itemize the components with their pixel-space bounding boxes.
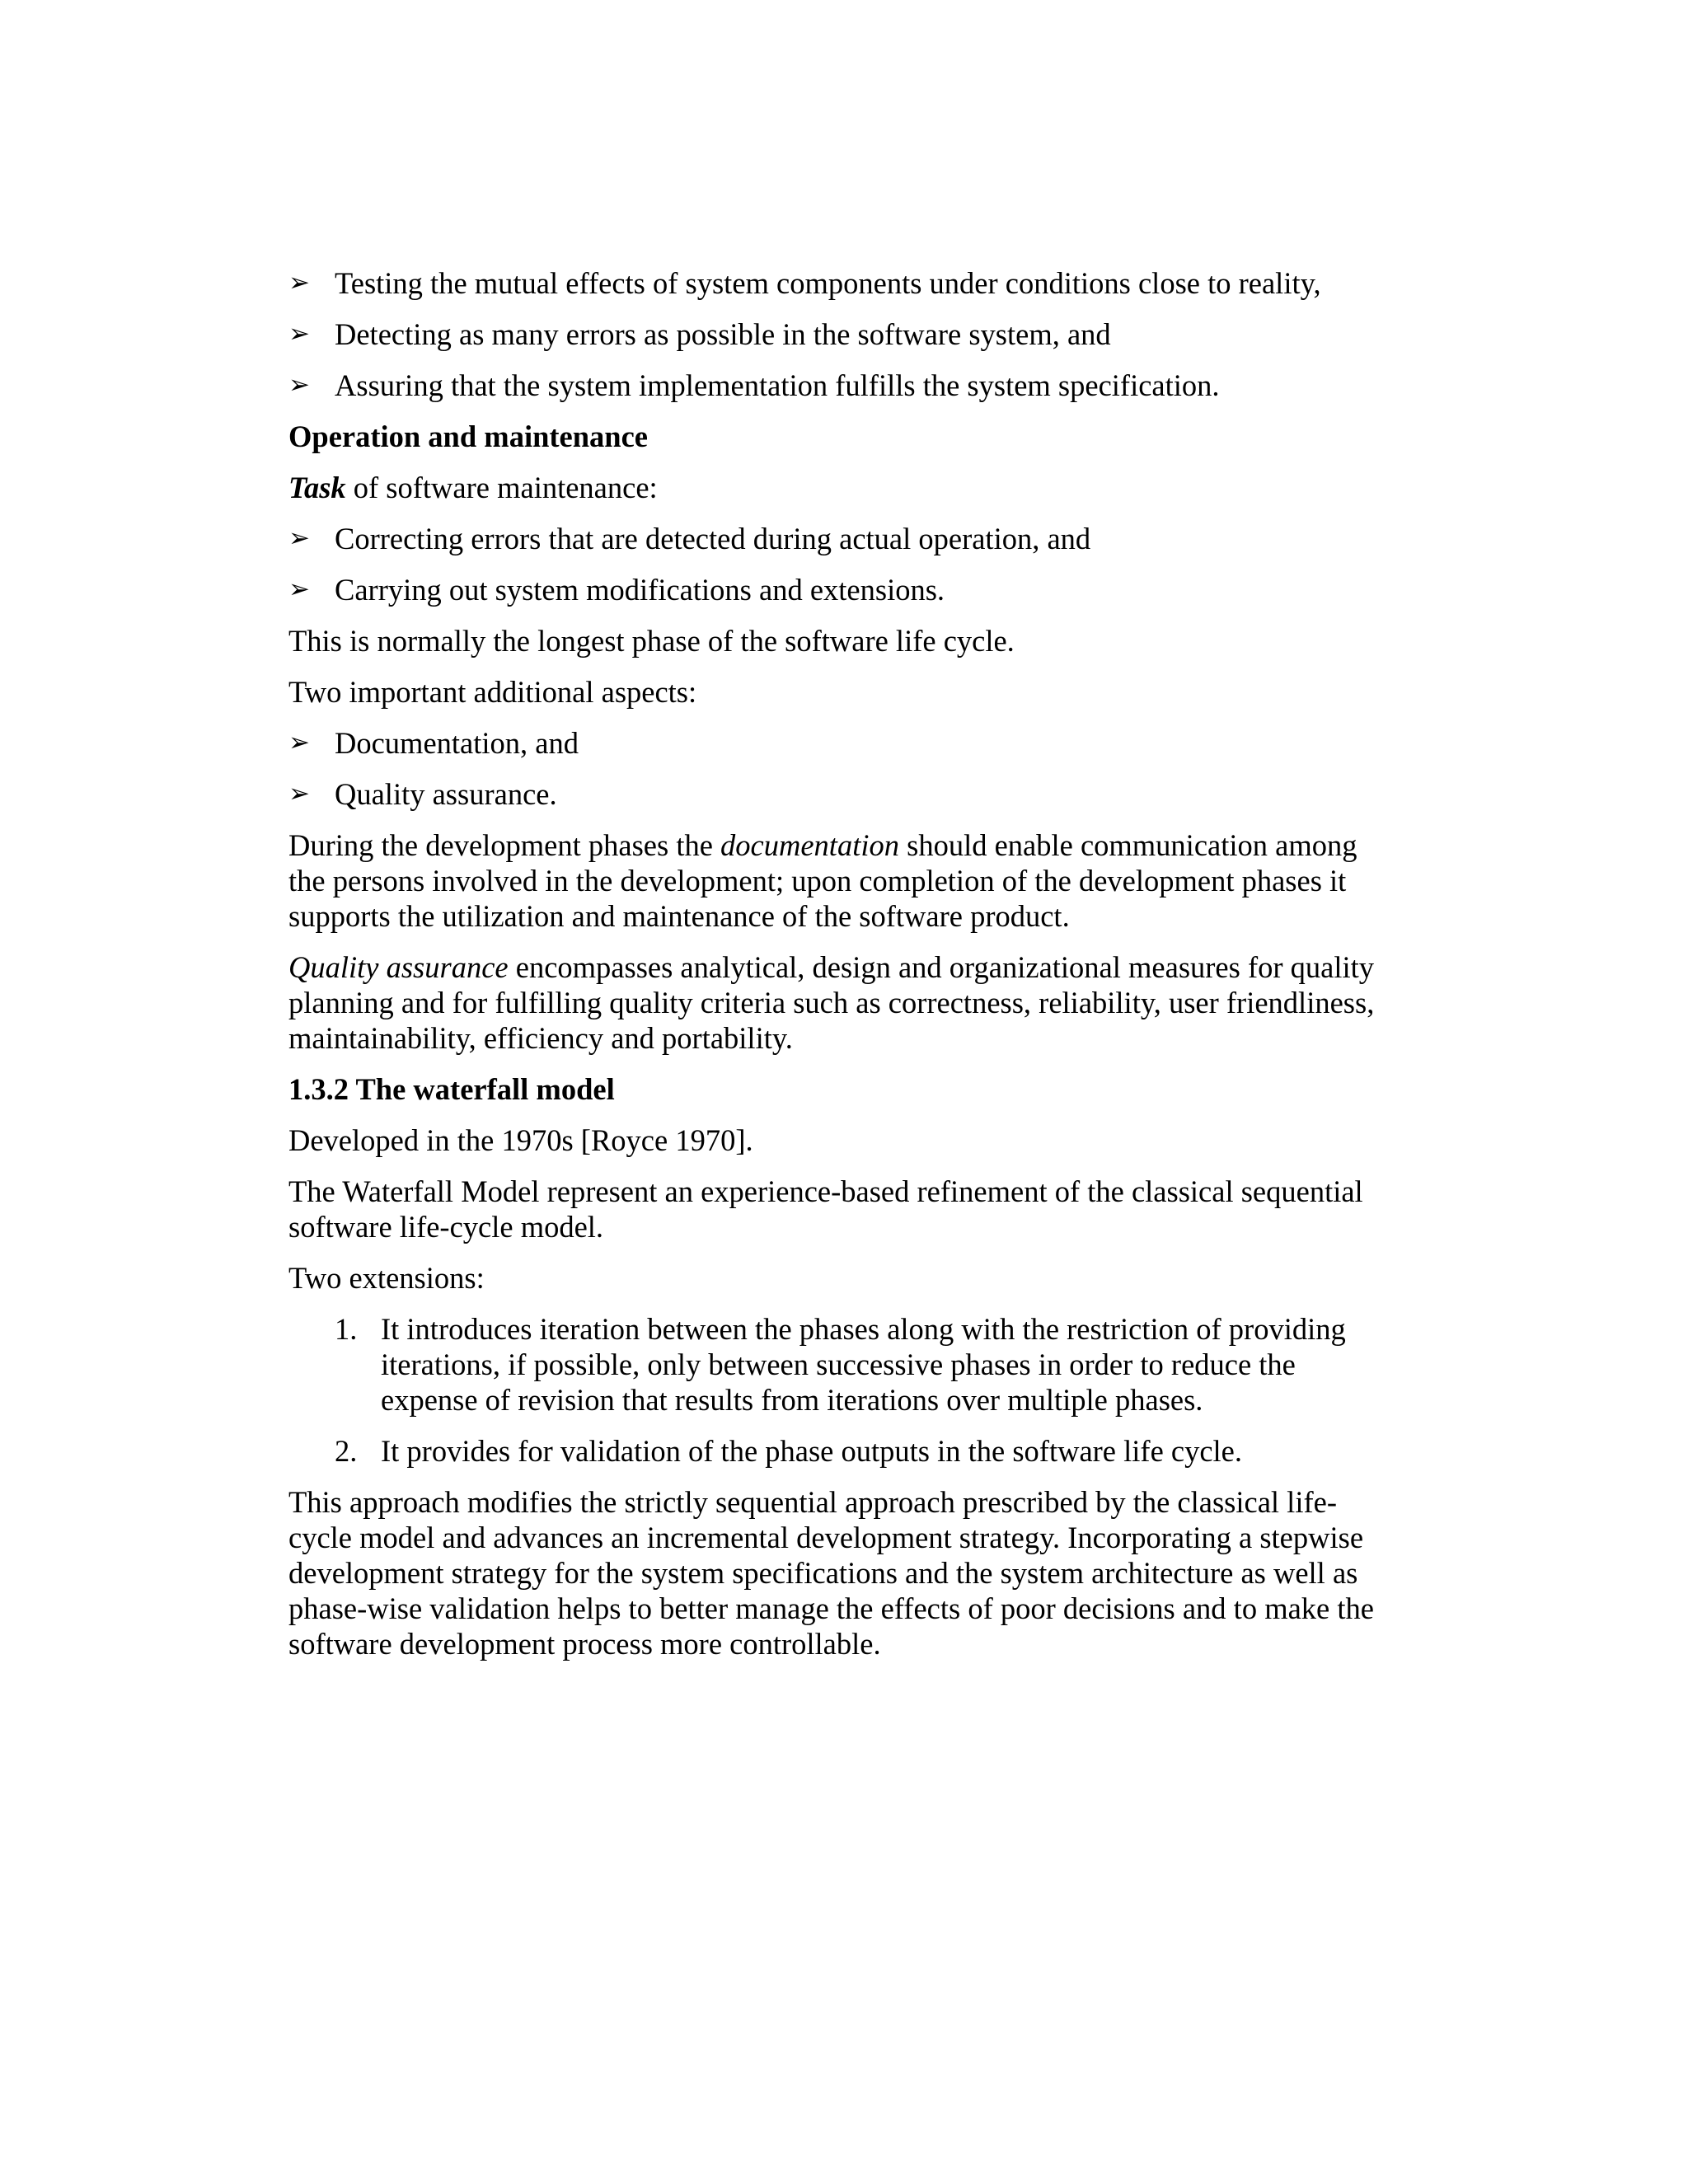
- documentation-term: documentation: [720, 828, 899, 862]
- arrowhead-bullet-icon: ➢: [288, 779, 310, 808]
- list-item: [288, 521, 1393, 556]
- qa-para-post: encompasses analytical, design and organizational measures for quality planning and for fulfilling quality criteria such as correctness, reliability, user friendliness, maintainability, efficiency and portability.: [288, 950, 1375, 1055]
- list-item: [335, 1433, 1393, 1469]
- quality-assurance-term: Quality assurance: [288, 950, 509, 984]
- aspects-intro: Two important additional aspects:: [288, 675, 697, 709]
- longest-phase-paragraph: This is normally the longest phase of the software life cycle.: [288, 624, 1015, 658]
- list-item-text: Detecting as many errors as possible in the software system, and: [335, 317, 1111, 351]
- task-rest: of software maintenance:: [345, 471, 658, 504]
- arrowhead-bullet-icon: ➢: [288, 574, 310, 604]
- developed-paragraph: Developed in the 1970s [Royce 1970].: [288, 1123, 753, 1157]
- list-item: [288, 265, 1393, 301]
- list-item: [335, 1311, 1393, 1418]
- list-item-number: 1.: [335, 1312, 358, 1346]
- list-item-text: It provides for validation of the phase outputs in the software life cycle.: [381, 1434, 1243, 1468]
- extensions-intro: Two extensions:: [288, 1261, 485, 1295]
- list-item: [288, 572, 1393, 607]
- arrowhead-bullet-icon: ➢: [288, 523, 310, 553]
- task-label: Task: [288, 471, 346, 504]
- list-item-text: Documentation, and: [335, 726, 579, 760]
- arrowhead-bullet-icon: ➢: [288, 370, 310, 400]
- arrowhead-bullet-icon: ➢: [288, 319, 310, 349]
- closing-paragraph: This approach modifies the strictly sequential approach prescribed by the classical life-cycle model and advances an incremental development strategy. Incorporating a stepwise development strategy for the system specifications and the system architecture as well as phase-wise validation helps to better manage the effects of poor decisions and to make the software development process more controllable.: [288, 1485, 1374, 1661]
- list-item-text: Correcting errors that are detected during actual operation, and: [335, 522, 1091, 555]
- section-heading-waterfall: 1.3.2 The waterfall model: [288, 1072, 615, 1106]
- list-item-number: 2.: [335, 1434, 358, 1468]
- list-item-text: Quality assurance.: [335, 777, 557, 811]
- list-item: [288, 368, 1393, 403]
- doc-para-post: should enable communication among the persons involved in the development; upon completion of the development phases it supports the utilization and maintenance of the software product.: [288, 828, 1357, 933]
- arrowhead-bullet-icon: ➢: [288, 728, 310, 757]
- documentation-paragraph: [288, 827, 1393, 934]
- list-item: [288, 316, 1393, 352]
- list-item-text: Testing the mutual effects of system components under conditions close to reality,: [335, 266, 1321, 300]
- extensions-list: [288, 1311, 1393, 1469]
- list-item: [288, 776, 1393, 812]
- list-item-text: It introduces iteration between the phases along with the restriction of providing iterations, if possible, only between successive phases in order to reduce the expense of revision that results from iterations over multiple phases.: [381, 1312, 1346, 1417]
- quality-assurance-paragraph: [288, 949, 1393, 1056]
- doc-para-pre: During the development phases the: [288, 828, 721, 862]
- list-item: [288, 725, 1393, 761]
- represent-paragraph: The Waterfall Model represent an experience-based refinement of the classical sequential software life-cycle model.: [288, 1174, 1363, 1244]
- list-item-text: Carrying out system modifications and extensions.: [335, 573, 945, 607]
- list-item-text: Assuring that the system implementation fulfills the system specification.: [335, 368, 1220, 402]
- section-heading-operation: Operation and maintenance: [288, 419, 648, 453]
- arrowhead-bullet-icon: ➢: [288, 268, 310, 298]
- task-intro: [288, 470, 1393, 505]
- document-page: [288, 265, 1393, 1677]
